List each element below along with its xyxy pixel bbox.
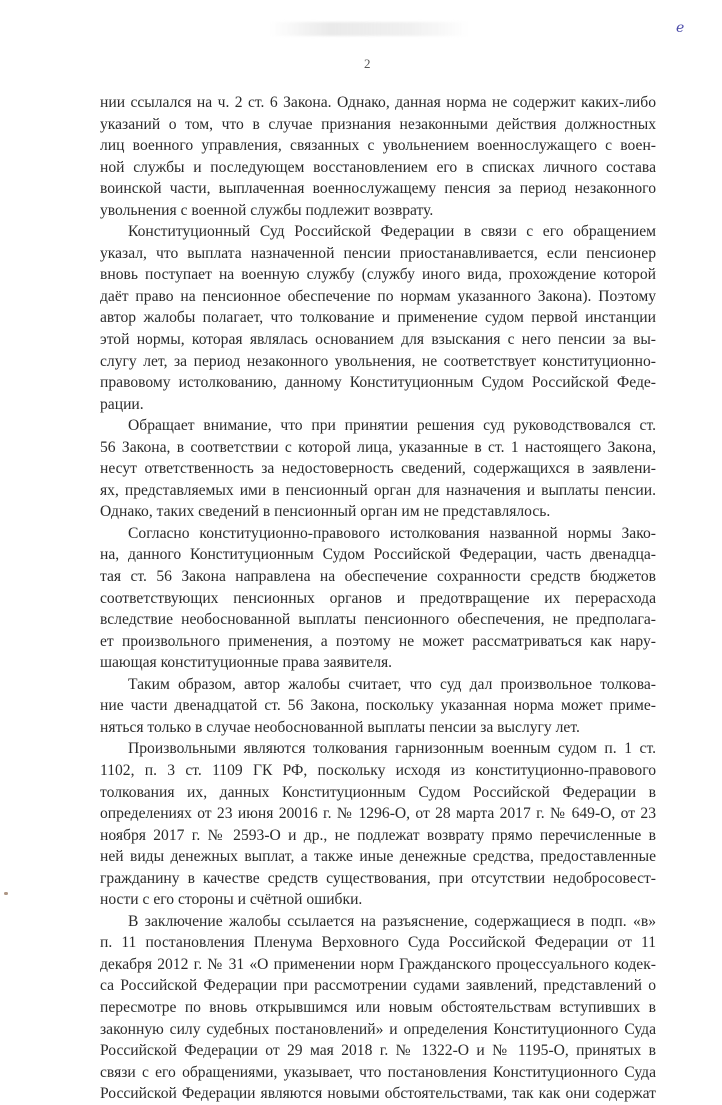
text-line: Российской Федерации от 29 мая 2018 г. № 1322-О и № 1195-О, принятых в: [100, 1042, 656, 1060]
page-number: 2: [364, 56, 371, 71]
text-line: законную силу судебных постановлений» и определения Конституционного Суда: [100, 1020, 656, 1038]
text-line: вновь поступает на военную службу (службу иного вида, прохождение которой: [100, 266, 656, 284]
text-line: даёт право на пенсионное обеспечение по нормам указанного Закона). Поэтому: [100, 287, 656, 305]
text-line: гражданину в качестве средств существования, при отсутствии недобросовест-: [100, 869, 656, 887]
text-line: Конституционный Суд Российской Федерации в связи с его обращением: [128, 223, 656, 241]
document-body: [100, 92, 656, 1105]
text-line: ях, представляемых ими в пенсионный орган для назначения и выплаты пенсии.: [100, 481, 656, 499]
text-line: шающая конституционные права заявителя.: [100, 654, 393, 672]
text-line: ет произвольного применения, а поэтому не может рассматриваться как нару-: [100, 632, 656, 650]
text-line: Обращает внимание, что при принятии решения суд руководствовался ст.: [128, 417, 656, 435]
text-line: автор жалобы полагает, что толкование и применение судом первой инстанции: [100, 309, 656, 327]
text-line: определениях от 23 июня 20016 г. № 1296-О, от 28 марта 2017 г. № 649-О, от 23: [100, 805, 656, 823]
faded-header-stamp: [270, 22, 470, 36]
text-line: В заключение жалобы ссылается на разъяснение, содержащиеся в подп. «в»: [128, 912, 656, 930]
text-line: пересмотре по вновь открывшимся или новым обстоятельствам вступивших в: [100, 998, 656, 1016]
text-line: ности с его стороны и счётной ошибки.: [100, 891, 363, 909]
text-line: ноября 2017 г. № 2593-О и др., не подлежат возврату прямо перечисленные в: [100, 826, 656, 844]
text-line: ней виды денежных выплат, а также иные денежные средства, предоставленные: [100, 848, 656, 866]
text-line: Произвольными являются толкования гарнизонным военным судом п. 1 ст.: [128, 740, 656, 758]
text-line: несут ответственность за недостоверность сведений, содержащихся в заявлени-: [100, 460, 656, 478]
text-line: нии ссылался на ч. 2 ст. 6 Закона. Однако, данная норма не содержит каких-либо: [100, 94, 656, 111]
text-line: Российской Федерации являются новыми обстоятельствами, так как они содержат: [100, 1085, 656, 1103]
text-line: са Российской Федерации при рассмотрении судами заявлений, представлений о: [100, 977, 656, 995]
text-line: указаний о том, что в случае признания незаконными действия должностных: [100, 115, 656, 133]
text-line: п. 11 постановления Пленума Верховного Суда Российской Федерации от 11: [100, 934, 656, 952]
text-line: этой нормы, которая являлась основанием для взыскания с него пенсии за вы-: [100, 331, 656, 349]
text-line: рации.: [100, 395, 144, 413]
text-line: 56 Закона, в соответствии с которой лица, указанные в ст. 1 настоящего Закона,: [100, 438, 656, 456]
text-line: указал, что выплата назначенной пенсии приостанавливается, если пенсионер: [100, 244, 656, 262]
text-line: соответствующих пенсионных органов и предотвращение их перерасхода: [100, 589, 656, 607]
text-line: увольнения с военной службы подлежит возврату.: [100, 201, 434, 219]
text-line: тая ст. 56 Закона направлена на обеспечение сохранности средств бюджетов: [100, 568, 656, 586]
scan-speck: [4, 892, 8, 895]
text-line: вследствие необоснованной выплаты пенсионного обеспечения, не предполага-: [100, 611, 656, 629]
text-line: ние части двенадцатой ст. 56 Закона, поскольку указанная норма может приме-: [100, 697, 656, 715]
text-line: связи с его обращениями, указывает, что постановления Конституционного Суда: [100, 1063, 656, 1081]
text-line: няться только в случае необоснованной выплаты пенсии за выслугу лет.: [100, 718, 580, 736]
text-line: Таким образом, автор жалобы считает, что суд дал произвольное толкова-: [128, 675, 656, 693]
text-line: на, данного Конституционным Судом Российской Федерации, часть двенадца-: [100, 546, 656, 564]
text-line: Согласно конституционно-правового истолкования названной нормы Зако-: [128, 524, 656, 542]
text-line: толкования их, данных Конституционным Судом Российской Федерации в: [100, 783, 656, 801]
text-line: ной службы и последующем восстановлением его в списках личного состава: [100, 158, 656, 176]
text-line: лиц военного управления, связанных с увольнением военнослужащего с воен-: [100, 137, 656, 155]
handwritten-corner-mark: е: [676, 20, 685, 36]
text-line: декабря 2012 г. № 31 «О применении норм Гражданского процессуального кодек-: [100, 955, 656, 973]
text-line: воинской части, выплаченная военнослужащему пенсия за период незаконного: [100, 180, 656, 198]
text-line: правовому истолкованию, данному Конституционным Судом Российской Феде-: [100, 374, 656, 392]
text-line: слугу лет, за период незаконного увольнения, не соответствует конституционно-: [100, 352, 656, 370]
text-line: 1102, п. 3 ст. 1109 ГК РФ, поскольку исходя из конституционно-правового: [100, 761, 656, 779]
text-line: Однако, таких сведений в пенсионный орган им не представлялось.: [100, 503, 551, 521]
